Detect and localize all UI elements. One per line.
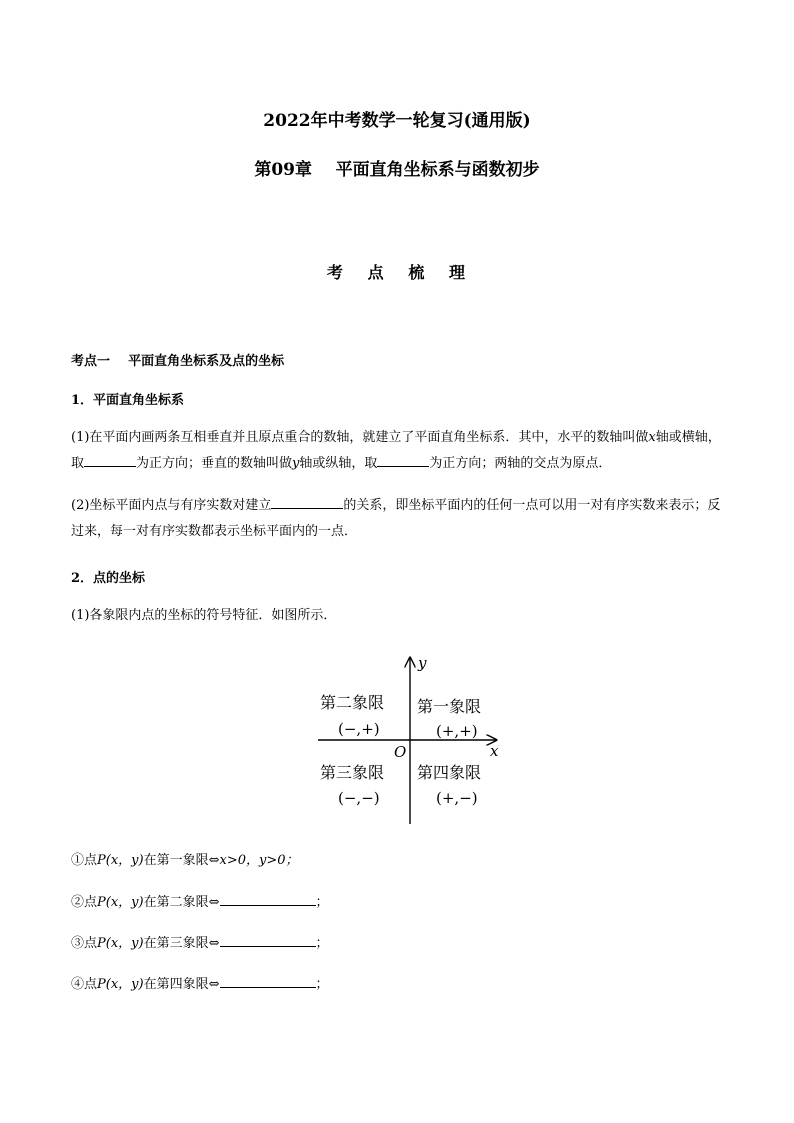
- item-3-text: 在第三象限⇔: [143, 936, 220, 951]
- quadrant-1-sign: (+,+): [436, 722, 478, 740]
- quadrant-item-1: [71, 849, 299, 868]
- item-3-num: ③点: [71, 936, 98, 951]
- item-1-p: P: [97, 853, 106, 868]
- p1-text-d: 轴或纵轴，取: [299, 456, 378, 471]
- quadrant-3-name: 第三象限: [320, 763, 385, 782]
- quadrant-2-sign: (−,+): [338, 720, 380, 738]
- item-2-text: 在第二象限⇔: [143, 895, 220, 910]
- item-1-coords: (x，y): [105, 853, 144, 868]
- item-4-text: 在第四象限⇔: [143, 977, 220, 992]
- item-1-condition: x>0，y>0；: [219, 853, 299, 868]
- x-axis-label: x: [490, 742, 499, 760]
- quadrant-4-sign: (+,−): [436, 789, 478, 807]
- p1-text-b: 轴或横轴，取: [71, 430, 721, 471]
- p2-text-b: 的关系，即坐标平面内的任何一点可以用一对有序实数来表示；反过来，每一对有序实数都表示坐标平面内的一点．: [71, 498, 721, 539]
- quadrant-item-4: [71, 972, 329, 992]
- origin-label: O: [394, 743, 407, 761]
- section-title: 考 点 梳 理: [326, 263, 468, 282]
- chapter-title: 第09章 平面直角坐标系与函数初步: [254, 160, 540, 180]
- item-1-num: ①点: [71, 853, 98, 868]
- p1-text-c: 为正方向；垂直的数轴叫做: [136, 456, 293, 471]
- blank-y-direction[interactable]: [377, 451, 429, 467]
- blank-quadrant-2[interactable]: [220, 890, 316, 906]
- p1-text-e: 为正方向；两轴的交点为原点．: [429, 456, 612, 471]
- subheading-point-coordinates: 2．点的坐标: [71, 571, 146, 586]
- blank-quadrant-4[interactable]: [220, 972, 316, 988]
- blank-correspondence[interactable]: [271, 493, 343, 509]
- y-axis-label: y: [418, 654, 427, 672]
- topic-heading: 考点一 平面直角坐标系及点的坐标: [71, 354, 285, 369]
- quadrant-4-name: 第四象限: [417, 763, 482, 782]
- item-2-coords: (x，y): [105, 895, 144, 910]
- quadrant-2-name: 第二象限: [320, 693, 385, 712]
- blank-x-direction[interactable]: [84, 451, 136, 467]
- subheading-coordinate-system: 1．平面直角坐标系: [71, 393, 185, 408]
- quadrant-item-2: [71, 890, 329, 910]
- p1-text-a: (1)在平面内画两条互相垂直并且原点重合的数轴，就建立了平面直角坐标系．其中，水平的数轴叫做: [71, 430, 649, 445]
- p1-y: y: [292, 456, 300, 471]
- paragraph-sign-features: (1)各象限内点的坐标的符号特征．如图所示．: [71, 608, 337, 623]
- paragraph-correspondence: [71, 493, 726, 545]
- quadrant-item-3: [71, 931, 329, 951]
- item-3-end: ；: [315, 936, 329, 951]
- item-4-num: ④点: [71, 977, 98, 992]
- item-4-end: ；: [315, 977, 329, 992]
- quadrant-1-name: 第一象限: [417, 697, 482, 716]
- p1-x: x: [648, 430, 656, 445]
- blank-quadrant-3[interactable]: [220, 931, 316, 947]
- item-2-num: ②点: [71, 895, 98, 910]
- quadrant-figure: [310, 652, 510, 828]
- item-3-coords: (x，y): [105, 936, 144, 951]
- item-2-end: ；: [315, 895, 329, 910]
- item-1-text: 在第一象限⇔: [143, 853, 220, 868]
- item-4-p: P: [97, 977, 106, 992]
- item-2-p: P: [97, 895, 106, 910]
- p2-text-a: (2)坐标平面内点与有序实数对建立: [71, 498, 272, 513]
- document-title: 2022年中考数学一轮复习(通用版): [263, 111, 531, 131]
- item-4-coords: (x，y): [105, 977, 144, 992]
- quadrant-3-sign: (−,−): [338, 789, 380, 807]
- item-3-p: P: [97, 936, 106, 951]
- paragraph-definition: [71, 425, 726, 477]
